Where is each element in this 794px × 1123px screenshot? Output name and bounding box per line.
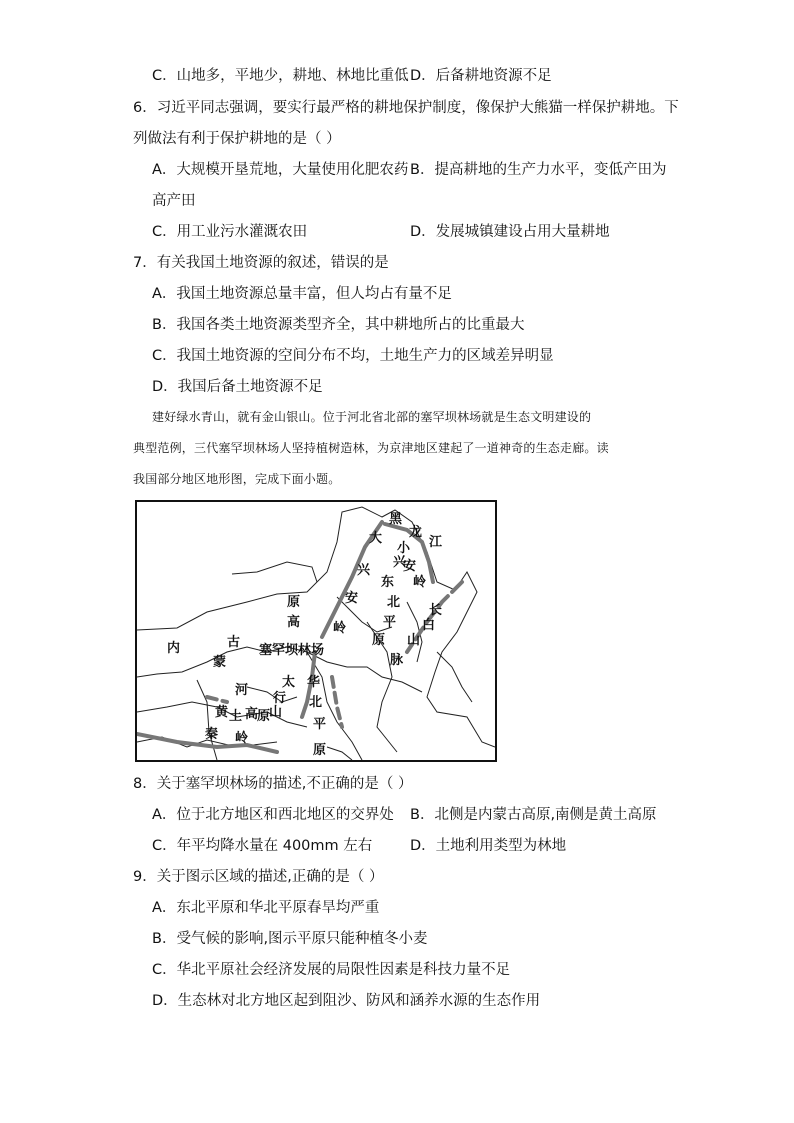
label-bei: 北 [387, 595, 401, 610]
label-hang: 行 [273, 691, 287, 706]
label-gao: 高 [287, 615, 301, 630]
label-hua: 华 [307, 675, 321, 690]
label-meng: 蒙 [213, 655, 227, 670]
label-shan: 山 [407, 633, 421, 648]
label-qin: 秦 [205, 727, 219, 742]
label-xing: 兴 [357, 563, 371, 578]
label-bai: 白 [422, 618, 436, 633]
label-an2: 安 [403, 559, 417, 574]
passage-line3: 我国部分地区地形图，完成下面小题。 [133, 472, 341, 486]
q6-option-c: C．用工业污水灌溉农田 [152, 224, 308, 240]
label-dong: 东 [381, 575, 395, 590]
loess-marker [207, 697, 227, 702]
q9-option-b: B．受气候的影响,图示平原只能种植冬小麦 [152, 931, 428, 947]
q5-option-c: C．山地多，平地少，耕地、林地比重低 [152, 68, 409, 84]
q6-option-a: A．大规模开垦荒地，大量使用化肥农药 [152, 162, 409, 178]
label-nei: 内 [167, 641, 181, 656]
label-jiang: 江 [429, 535, 443, 550]
q7-option-b: B．我国各类土地资源类型齐全，其中耕地所占的比重最大 [152, 317, 525, 333]
label-ping: 平 [383, 615, 397, 630]
q7-stem: 7．有关我国土地资源的叙述，错误的是 [133, 255, 389, 271]
label-da: 大 [369, 531, 383, 546]
label-he: 河 [235, 683, 249, 698]
q8-option-a: A．位于北方地区和西北地区的交界处 [152, 807, 394, 823]
q8-option-d: D．土地利用类型为林地 [410, 838, 567, 854]
label-tu: 土 [229, 709, 243, 724]
passage-line2: 典型范例，三代塞罕坝林场人坚持植树造林，为京津地区建起了一道神奇的生态走廊。读 [133, 441, 609, 455]
q9-stem: 9．关于图示区域的描述,正确的是（ ） [133, 869, 384, 885]
q6-stem-line2: 列做法有利于保护耕地的是（ ） [133, 131, 341, 147]
label-hei: 黑 [389, 512, 403, 527]
label-shan2: 山 [269, 705, 283, 720]
q6-option-b-cont: 高产田 [152, 193, 196, 209]
label-xing2: 兴 [393, 555, 407, 570]
q8-option-b: B．北侧是内蒙古高原,南侧是黄土高原 [410, 807, 657, 823]
label-tai: 太 [282, 675, 296, 690]
north-china-marker [332, 677, 342, 727]
terrain-map-drawing [137, 502, 495, 760]
label-ling: 岭 [333, 621, 347, 636]
q6-option-b: B．提高耕地的生产力水平，变低产田为 [410, 162, 667, 178]
passage-line1: 建好绿水青山，就有金山银山。位于河北省北部的塞罕坝林场就是生态文明建设的 [152, 410, 592, 424]
terrain-map [135, 500, 497, 762]
q8-stem: 8．关于塞罕坝林场的描述,不正确的是（ ） [133, 776, 413, 792]
label-long: 龙 [409, 525, 423, 540]
label-yuan: 原 [372, 633, 386, 648]
q9-option-a: A．东北平原和华北平原春旱均严重 [152, 900, 380, 916]
label-ling3: 岭 [235, 731, 249, 746]
q5-option-d: D．后备耕地资源不足 [410, 68, 552, 84]
q7-option-c: C．我国土地资源的空间分布不均，土地生产力的区域差异明显 [152, 348, 554, 364]
q7-option-d: D．我国后备土地资源不足 [152, 379, 323, 395]
label-yuan3: 原 [313, 743, 327, 758]
label-an: 安 [345, 591, 359, 606]
label-gao2: 高 [245, 707, 259, 722]
q7-option-a: A．我国土地资源总量丰富，但人均占有量不足 [152, 286, 452, 302]
label-yuan2: 原 [287, 595, 301, 610]
q9-option-c: C．华北平原社会经济发展的局限性因素是科技力量不足 [152, 962, 511, 978]
q9-option-d: D．生态林对北方地区起到阻沙、防风和涵养水源的生态作用 [152, 993, 541, 1009]
label-huang: 黄 [215, 705, 229, 720]
label-xiao: 小 [397, 541, 411, 556]
q6-option-d: D．发展城镇建设占用大量耕地 [410, 224, 610, 240]
label-gu: 古 [227, 635, 241, 650]
q6-stem-line1: 6．习近平同志强调，要实行最严格的耕地保护制度，像保护大熊猫一样保护耕地。下 [133, 100, 679, 116]
q8-option-c: C．年平均降水量在 400mm 左右 [152, 838, 373, 854]
label-ping2: 平 [313, 717, 327, 732]
label-ling2: 岭 [413, 575, 427, 590]
label-saihanba: 塞罕坝林场 [259, 643, 325, 658]
label-chang: 长 [429, 603, 443, 618]
label-yuan4: 原 [257, 709, 271, 724]
label-mai: 脉 [390, 653, 404, 668]
label-bei2: 北 [309, 695, 323, 710]
